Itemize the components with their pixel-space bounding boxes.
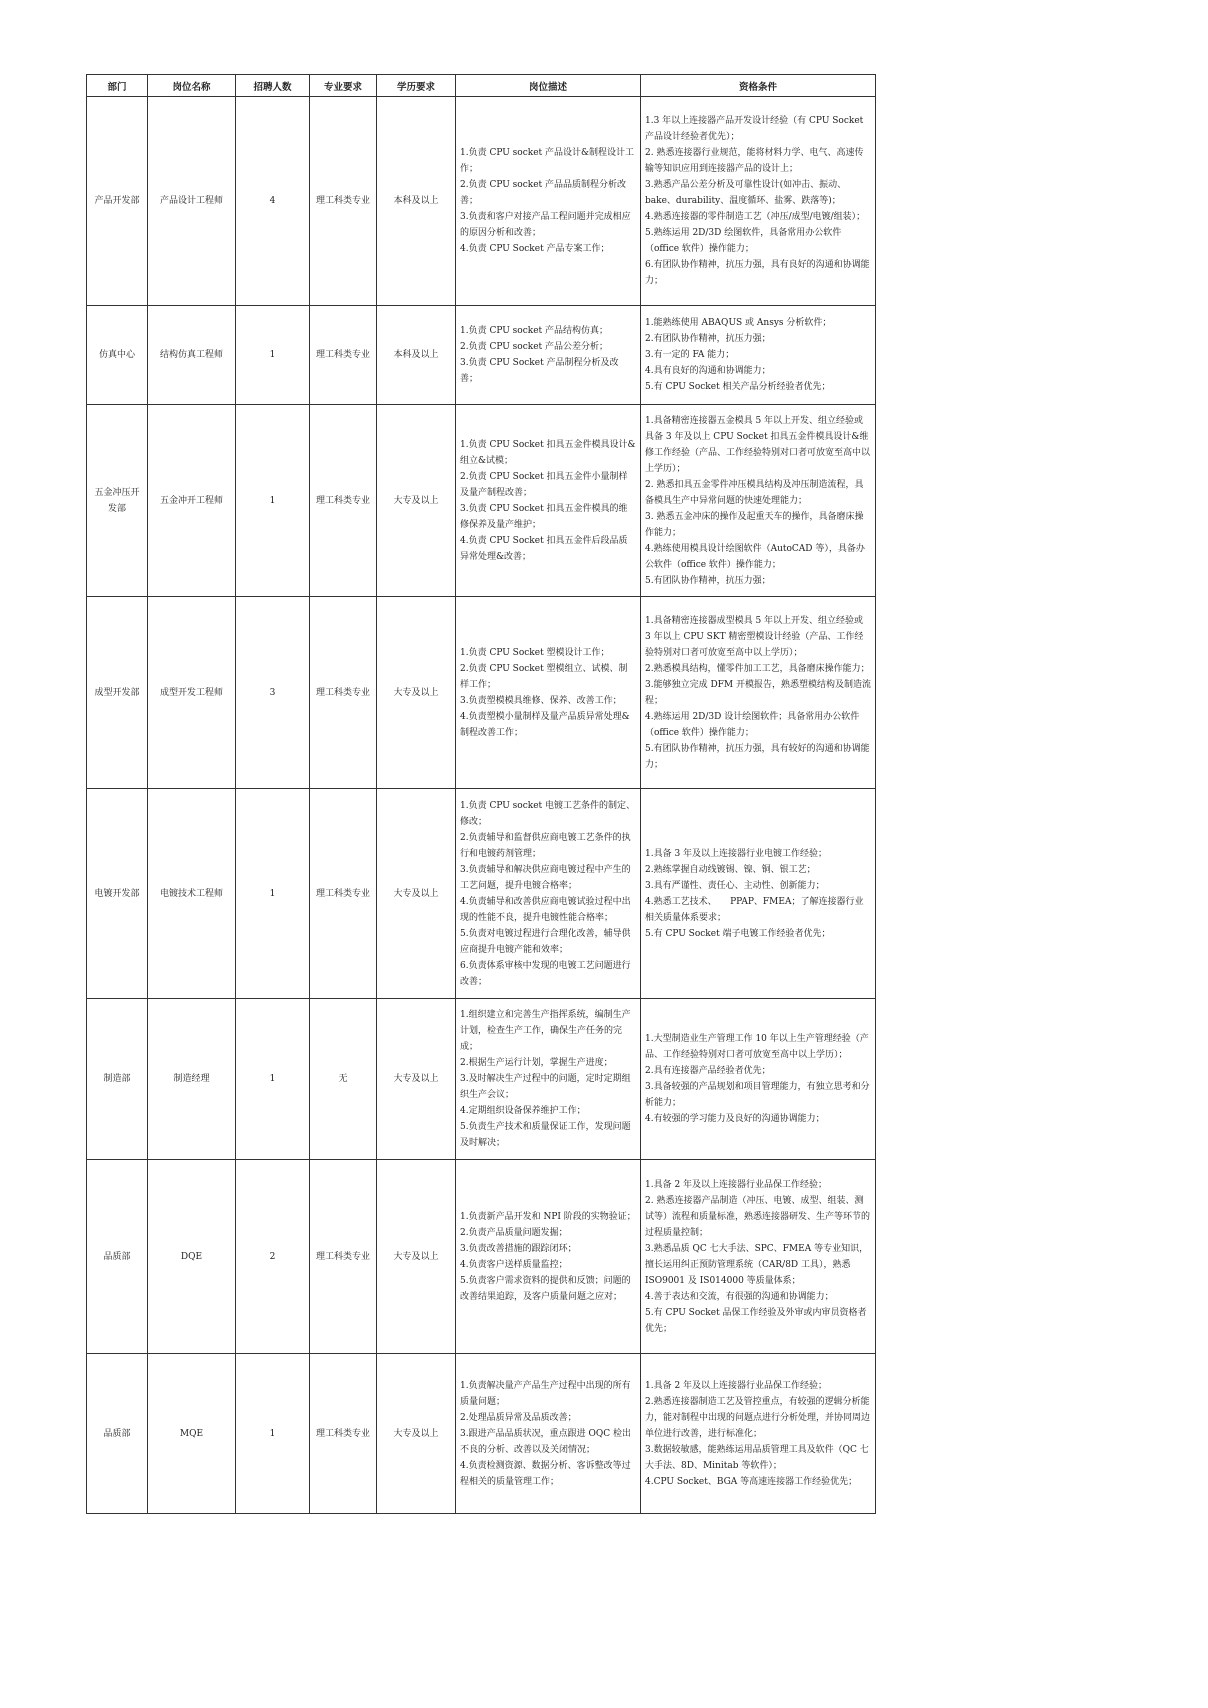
- desc-line: 4.定期组织设备保养维护工作；: [460, 1106, 586, 1116]
- table-row: [87, 1354, 876, 1514]
- header-row: [87, 75, 876, 97]
- header-major: 专业要求: [310, 75, 377, 97]
- count-cell: 1: [236, 1354, 310, 1514]
- qual-line: 2.熟悉模具结构，懂零件加工工艺，具备磨床操作能力；: [645, 663, 870, 674]
- qual-line: 3.能够独立完成 DFM 开模报告，熟悉塑模结构及制造流程；: [645, 679, 871, 706]
- desc-line: 2.负责产品质量问题发掘；: [460, 1227, 568, 1238]
- qual-line: 1.具备 2 年及以上连接器行业品保工作经验；: [645, 1179, 828, 1190]
- qual-line: 4.有较强的学习能力及良好的沟通协调能力；: [645, 1114, 825, 1124]
- table-row: [87, 306, 876, 405]
- dept-cell: 成型开发部: [87, 597, 148, 789]
- major-cell: 理工科类专业: [310, 306, 377, 405]
- desc-line: 1.负责 CPU Socket 扣具五金件模具设计&组立&试模；: [460, 439, 636, 466]
- major-cell: 无: [310, 999, 377, 1160]
- dept-cell: 制造部: [87, 999, 148, 1160]
- qual-line: 1.大型制造业生产管理工作 10 年以上生产管理经验（产品、工作经验特别对口者可放宽至高中以上学历）；: [645, 1034, 869, 1060]
- qual-cell: [641, 97, 876, 306]
- major-cell: 理工科类专业: [310, 789, 377, 999]
- desc-line: 4.负责辅导和改善供应商电镀试验过程中出现的性能不良，提升电镀性能合格率；: [460, 896, 631, 923]
- header-edu: 学历要求: [377, 75, 456, 97]
- desc-line: 5.负责对电镀过程进行合理化改善，辅导供应商提升电镀产能和效率；: [460, 928, 631, 955]
- title-cell: 电镀技术工程师: [148, 789, 236, 999]
- qual-cell: [641, 1354, 876, 1514]
- edu-cell: 大专及以上: [377, 597, 456, 789]
- desc-line: 3.负责改善措施的跟踪闭环；: [460, 1243, 577, 1254]
- desc-line: 4.负责 CPU Socket 扣具五金件后段品质异常处理&改善；: [460, 535, 628, 562]
- major-cell: 理工科类专业: [310, 597, 377, 789]
- header-dept: 部门: [87, 75, 148, 97]
- qual-cell: [641, 597, 876, 789]
- edu-cell: 大专及以上: [377, 1354, 456, 1514]
- desc-line: 6.负责体系审核中发现的电镀工艺问题进行改善；: [460, 960, 631, 987]
- title-cell: 产品设计工程师: [148, 97, 236, 306]
- title-cell: DQE: [148, 1160, 236, 1354]
- edu-cell: 大专及以上: [377, 1160, 456, 1354]
- desc-line: 2.负责 CPU socket 产品品质制程分析改善；: [460, 180, 627, 206]
- dept-cell: 电镀开发部: [87, 789, 148, 999]
- count-cell: 1: [236, 999, 310, 1160]
- count-cell: 1: [236, 405, 310, 597]
- qual-line: 3. 熟悉五金冲床的操作及起重天车的操作，具备磨床操作能力；: [645, 511, 864, 538]
- desc-cell: [456, 597, 641, 789]
- edu-cell: 大专及以上: [377, 789, 456, 999]
- qual-line: 2.有团队协作精神，抗压力强；: [645, 334, 771, 344]
- qual-cell: [641, 405, 876, 597]
- desc-line: 2.负责 CPU Socket 塑模组立、试模、制样工作；: [460, 663, 628, 690]
- header-count: 招聘人数: [236, 75, 310, 97]
- qual-line: 2.熟练掌握自动线镀锡、镍、铜、银工艺；: [645, 864, 816, 875]
- qual-line: 4.CPU Socket、BGA 等高速连接器工作经验优先；: [645, 1476, 858, 1487]
- dept-cell: 品质部: [87, 1160, 148, 1354]
- qual-line: 2. 熟悉连接器行业规范，能将材料力学、电气、高速传输等知识应用到连接器产品的设计上；: [645, 148, 864, 174]
- desc-line: 1.负责 CPU socket 产品结构仿真；: [460, 326, 609, 336]
- desc-line: 4.负责检测资源、数据分析、客诉整改等过程相关的质量管理工作；: [460, 1460, 631, 1487]
- qual-line: 2.熟悉连接器制造工艺及管控重点，有较强的逻辑分析能力，能对制程中出现的问题点进行分析处理，并协同周边单位进行改善，进行标准化；: [645, 1396, 871, 1439]
- desc-cell: [456, 405, 641, 597]
- qual-line: 1.3 年以上连接器产品开发设计经验（有 CPU Socket 产品设计经验者优先）；: [645, 116, 864, 142]
- edu-cell: 大专及以上: [377, 999, 456, 1160]
- count-cell: 1: [236, 306, 310, 405]
- table-row: [87, 405, 876, 597]
- qual-line: 5.有 CPU Socket 相关产品分析经验者优先；: [645, 382, 831, 392]
- edu-cell: 大专及以上: [377, 405, 456, 597]
- edu-cell: 本科及以上: [377, 306, 456, 405]
- desc-cell: [456, 789, 641, 999]
- desc-line: 1.组织建立和完善生产指挥系统，编制生产计划，检查生产工作，确保生产任务的完成；: [460, 1010, 631, 1052]
- desc-line: 3.跟进产品品质状况，重点跟进 OQC 检出不良的分析、改善以及关闭情况；: [460, 1428, 631, 1455]
- desc-cell: [456, 306, 641, 405]
- desc-line: 4.负责客户送样质量监控；: [460, 1259, 568, 1270]
- dept-cell: 产品开发部: [87, 97, 148, 306]
- header-qual: 资格条件: [641, 75, 876, 97]
- qual-line: 2.具有连接器产品经验者优先；: [645, 1066, 771, 1076]
- table-row: [87, 97, 876, 306]
- qual-line: 3.具有严谨性、责任心、主动性、创新能力；: [645, 880, 825, 891]
- desc-line: 2.负责 CPU Socket 扣具五金件小量制样及量产制程改善；: [460, 471, 628, 498]
- qual-line: 1.具备 2 年及以上连接器行业品保工作经验；: [645, 1380, 828, 1391]
- dept-cell: 五金冲压开发部: [87, 405, 148, 597]
- desc-line: 3.负责辅导和解决供应商电镀过程中产生的工艺问题，提升电镀合格率；: [460, 864, 631, 891]
- desc-line: 1.负责 CPU socket 电镀工艺条件的制定、修改；: [460, 800, 636, 827]
- desc-line: 2.根据生产运行计划，掌握生产进度；: [460, 1058, 613, 1068]
- dept-cell: 品质部: [87, 1354, 148, 1514]
- qual-line: 6.有团队协作精神，抗压力强，具有良好的沟通和协调能力；: [645, 260, 870, 286]
- desc-line: 1.负责解决量产产品生产过程中出现的所有质量问题；: [460, 1380, 631, 1407]
- table-row: [87, 597, 876, 789]
- qual-line: 4.熟悉连接器的零件制造工艺（冲压/成型/电镀/组装）；: [645, 212, 866, 222]
- title-cell: 成型开发工程师: [148, 597, 236, 789]
- table-row: [87, 789, 876, 999]
- desc-cell: [456, 1160, 641, 1354]
- count-cell: 2: [236, 1160, 310, 1354]
- major-cell: 理工科类专业: [310, 1160, 377, 1354]
- count-cell: 4: [236, 97, 310, 306]
- desc-line: 2.负责辅导和监督供应商电镀工艺条件的执行和电镀药剂管理；: [460, 832, 631, 859]
- major-cell: 理工科类专业: [310, 97, 377, 306]
- desc-line: 4.负责 CPU Socket 产品专案工作；: [460, 244, 610, 254]
- qual-line: 2. 熟悉扣具五金零件冲压模具结构及冲压制造流程，具备模具生产中异常问题的快速处理能力；: [645, 479, 864, 506]
- qual-cell: [641, 999, 876, 1160]
- recruitment-table: [86, 74, 876, 1514]
- title-cell: 结构仿真工程师: [148, 306, 236, 405]
- qual-line: 5.有团队协作精神，抗压力强；: [645, 575, 771, 586]
- qual-line: 3.熟悉产品公差分析及可靠性设计(如冲击、振动、bake、durability、温度循环、盐雾、跌落等)；: [645, 180, 847, 206]
- header-title: 岗位名称: [148, 75, 236, 97]
- header-desc: 岗位描述: [456, 75, 641, 97]
- qual-line: 3.数据较敏感，能熟练运用品质管理工具及软件（QC 七大手法、8D、Minitab 等软件）；: [645, 1444, 869, 1471]
- desc-line: 3.负责 CPU Socket 产品制程分析及改善；: [460, 358, 619, 384]
- desc-cell: [456, 97, 641, 306]
- qual-cell: [641, 306, 876, 405]
- qual-line: 4.熟悉工艺技术、 PPAP、FMEA；了解连接器行业相关质量体系要求；: [645, 896, 864, 923]
- qual-cell: [641, 789, 876, 999]
- qual-line: 2. 熟悉连接器产品制造（冲压、电镀、成型、组装、测试等）流程和质量标准，熟悉连接器研发、生产等环节的过程质量控制；: [645, 1195, 871, 1238]
- desc-line: 1.负责新产品开发和 NPI 阶段的实物验证；: [460, 1211, 636, 1222]
- desc-line: 1.负责 CPU Socket 塑模设计工作；: [460, 647, 610, 658]
- qual-line: 3.熟悉品质 QC 七大手法、SPC、FMEA 等专业知识，擅长运用纠正预防管理系统（CAR/8D 工具），熟悉 ISO9001 及 IS014000 等质量体系；: [645, 1243, 869, 1286]
- qual-line: 1.具备 3 年及以上连接器行业电镀工作经验；: [645, 848, 828, 859]
- qual-line: 4.善于表达和交流，有很强的沟通和协调能力；: [645, 1291, 834, 1302]
- desc-line: 1.负责 CPU socket 产品设计&制程设计工作；: [460, 148, 635, 174]
- qual-cell: [641, 1160, 876, 1354]
- qual-line: 4.熟练运用 2D/3D 设计绘图软件；具备常用办公软件（office 软件）操作能力；: [645, 711, 860, 738]
- count-cell: 3: [236, 597, 310, 789]
- edu-cell: 本科及以上: [377, 97, 456, 306]
- count-cell: 1: [236, 789, 310, 999]
- desc-line: 3.负责 CPU Socket 扣具五金件模具的维修保养及量产维护；: [460, 503, 628, 530]
- qual-line: 5.有团队协作精神，抗压力强，具有较好的沟通和协调能力；: [645, 743, 870, 770]
- dept-cell: 仿真中心: [87, 306, 148, 405]
- desc-cell: [456, 999, 641, 1160]
- qual-line: 3.有一定的 FA 能力；: [645, 350, 735, 360]
- title-cell: 五金冲开工程师: [148, 405, 236, 597]
- desc-line: 3.负责塑模模具维修、保养、改善工作；: [460, 695, 622, 706]
- desc-line: 2.负责 CPU socket 产品公差分析；: [460, 342, 609, 352]
- qual-line: 4.熟练使用模具设计绘图软件（AutoCAD 等），具备办公软件（office 软件）操作能力；: [645, 543, 865, 570]
- qual-line: 5.熟练运用 2D/3D 绘图软件，具备常用办公软件（office 软件）操作能力；: [645, 228, 842, 254]
- major-cell: 理工科类专业: [310, 405, 377, 597]
- desc-line: 5.负责生产技术和质量保证工作，发现问题及时解决；: [460, 1122, 631, 1148]
- qual-line: 1.能熟练使用 ABAQUS 或 Ansys 分析软件；: [645, 318, 832, 328]
- major-cell: 理工科类专业: [310, 1354, 377, 1514]
- qual-line: 1.具备精密连接器成型模具 5 年以上开发、组立经验或 3 年以上 CPU SKT 精密塑模设计经验（产品、工作经验特别对口者可放宽至高中以上学历）；: [645, 615, 864, 658]
- qual-line: 3.具备较强的产品规划和项目管理能力，有独立思考和分析能力；: [645, 1082, 870, 1108]
- qual-line: 1.具备精密连接器五金模具 5 年以上开发、组立经验或具备 3 年及以上 CPU Socket 扣具五金件模具设计&维修工作经验（产品、工作经验特别对口者可放宽至高中以上学历）；: [645, 415, 871, 474]
- qual-line: 5.有 CPU Socket 端子电镀工作经验者优先；: [645, 928, 831, 939]
- desc-line: 2.处理品质异常及品质改善；: [460, 1412, 577, 1423]
- qual-line: 5.有 CPU Socket 品保工作经验及外审或内审员资格者优先；: [645, 1307, 867, 1334]
- title-cell: MQE: [148, 1354, 236, 1514]
- qual-line: 4.具有良好的沟通和协调能力；: [645, 366, 771, 376]
- desc-line: 5.负责客户需求资料的提供和反馈；问题的改善结果追踪，及客户质量问题之应对；: [460, 1275, 631, 1302]
- table-row: [87, 1160, 876, 1354]
- desc-line: 4.负责塑模小量制样及量产品质异常处理&制程改善工作；: [460, 711, 630, 738]
- desc-line: 3.负责和客户对接产品工程问题并完成相应的原因分析和改善；: [460, 212, 631, 238]
- title-cell: 制造经理: [148, 999, 236, 1160]
- desc-cell: [456, 1354, 641, 1514]
- table-row: [87, 999, 876, 1160]
- desc-line: 3.及时解决生产过程中的问题，定时定期组织生产会议；: [460, 1074, 631, 1100]
